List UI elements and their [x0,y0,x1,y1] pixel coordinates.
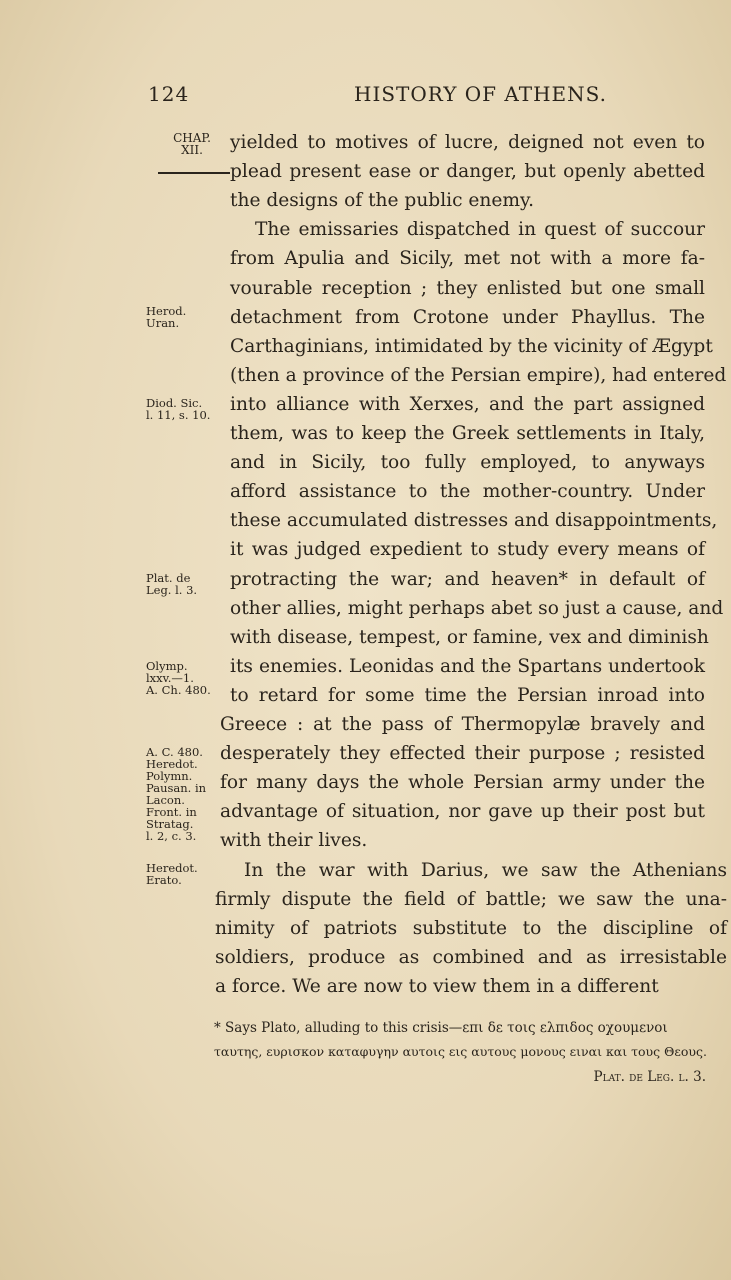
body-line: its enemies. Leonidas and the Spartans undertook [230,655,705,677]
body-line: for many days the whole Persian army under the [220,772,705,794]
margin-note-heredot-erato: Heredot. Erato. [146,861,198,887]
body-line: yielded to motives of lucre, deigned not even to [230,132,705,153]
body-line: afford assistance to the mother-country. Under [230,481,705,503]
body-line: them, was to keep the Greek settlements in Italy, [230,423,705,444]
chapter-rule [158,172,230,174]
page-number: 124 [148,82,190,106]
margin-note-diod: Diod. Sic. l. 11, s. 10. [146,396,211,422]
running-title: HISTORY OF ATHENS. [354,82,607,106]
body-line: a force. We are now to view them in a different [215,975,659,997]
body-line: nimity of patriots substitute to the discipline of [215,917,727,939]
body-line: detachment from Crotone under Phayllus. The [230,306,705,328]
body-line: protracting the war; and heaven* in default of [230,568,705,590]
body-line: desperately they effected their purpose ; resisted [220,743,705,765]
body-line: into alliance with Xerxes, and the part assigned [230,393,705,415]
body-line: these accumulated distresses and disappointments, [230,510,718,532]
body-line: to retard for some time the Persian inroad into [230,684,705,706]
body-line: (then a province of the Persian empire), had entered [230,364,727,386]
body-line: other allies, might perhaps abet so just a cause, and [230,597,724,619]
body-line: In the war with Darius, we saw the Athenians [244,859,727,881]
chapter-number: XII. [181,143,203,157]
body-line: with their lives. [220,830,368,852]
body-line: The emissaries dispatched in quest of succour [255,219,705,241]
margin-note-plat: Plat. de Leg. l. 3. [146,571,198,597]
body-line: firmly dispute the field of battle; we saw the una- [215,888,727,910]
body-line: plead present ease or danger, but openly abetted [230,161,705,183]
body-line: advantage of situation, nor gave up their post but [220,801,705,823]
body-line: it was judged expedient to study every means of [230,539,705,561]
chapter-label: CHAP. [173,131,211,145]
footnote-citation: Plat. de Leg. l. 3. [593,1069,706,1085]
footnote-line-1: * Says Plato, alluding to this crisis—επι δε τοις ελπιδος οχουμενοι [214,1020,668,1036]
body-line: and in Sicily, too fully employed, to anyways [230,452,705,474]
margin-note-olymp: Olymp. lxxv.—1. A. Ch. 480. [146,659,211,697]
body-line: soldiers, produce as combined and as irresistable [215,946,727,968]
body-line: Greece : at the pass of Thermopylæ bravely and [220,714,705,735]
body-line: from Apulia and Sicily, met not with a more fa- [230,248,705,270]
chapter-marker [170,132,214,156]
footnote-line-2: ταυτης, ευρισκον καταφυγην αυτοις εις αυτους μονους ειναι και τους Θεους. [214,1044,707,1059]
body-line: vourable reception ; they enlisted but one small [230,277,705,299]
body-line: Carthaginians, intimidated by the vicinity of Ægypt [230,335,713,357]
body-line: the designs of the public enemy. [230,190,534,212]
margin-note-herod: Herod. Uran. [146,304,187,330]
margin-note-heredot-polymn: A. C. 480. Heredot. Polymn. Pausan. in Lacon. Front. in Stratag. l. 2, c. 3. [146,745,207,843]
body-line: with disease, tempest, or famine, vex and diminish [230,626,709,648]
